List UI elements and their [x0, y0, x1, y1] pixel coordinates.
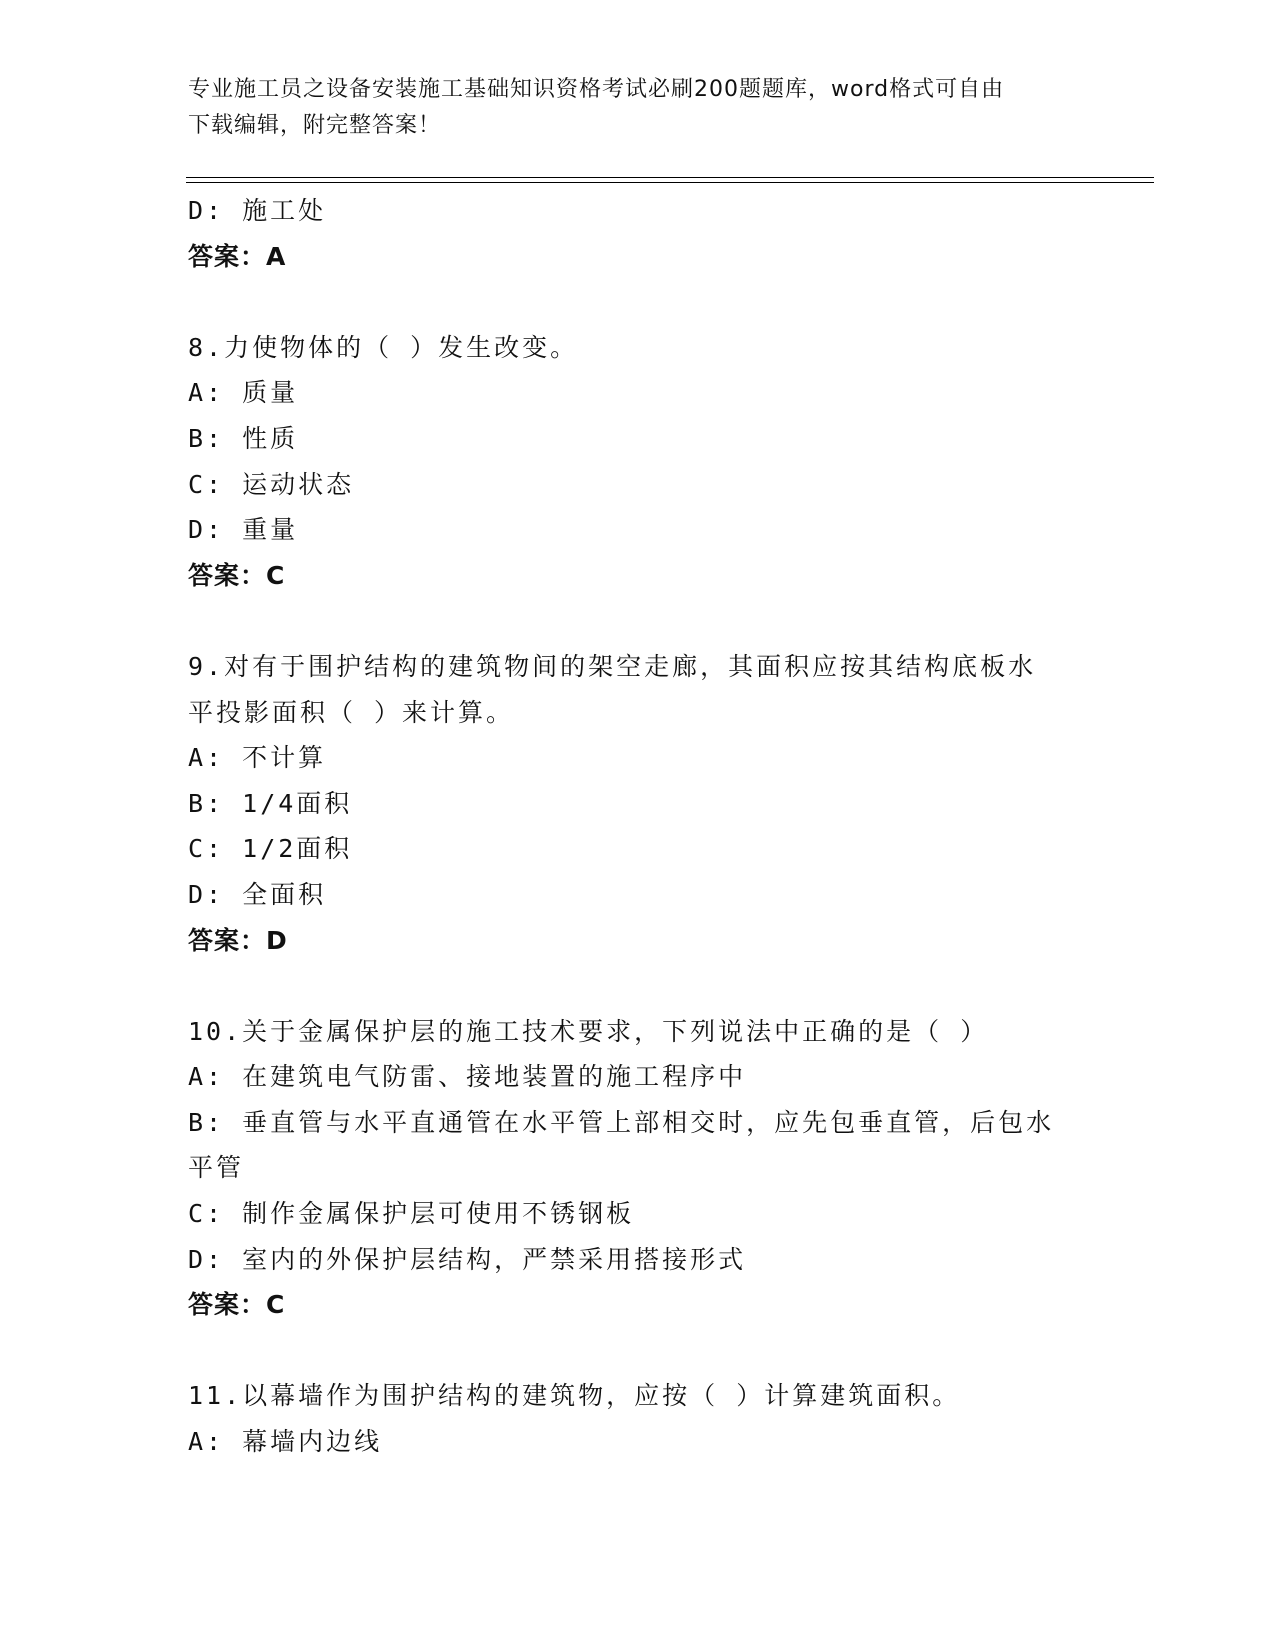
- question-9: [188, 644, 1088, 963]
- option-a: A: 质量: [188, 378, 299, 408]
- header-line-2: 下载编辑，附完整答案！: [188, 113, 442, 138]
- option-b: B: 1/4面积: [188, 788, 353, 818]
- question-stem-line-2: 平投影面积（ ）来计算。: [188, 697, 515, 727]
- option-b-line-2: 平管: [188, 1153, 245, 1183]
- option-d: D: 施工处: [188, 196, 327, 225]
- question-7-tail: [188, 188, 1088, 279]
- answer-label: 答案：A: [188, 241, 287, 271]
- question-content: [188, 188, 1088, 1465]
- question-11: [188, 1373, 1088, 1464]
- spacer: [188, 598, 1088, 644]
- spacer: [188, 279, 1088, 325]
- option-d: D: 重量: [188, 515, 299, 545]
- spacer: [188, 963, 1088, 1009]
- answer-label: 答案：D: [188, 925, 288, 955]
- option-d: D: 全面积: [188, 879, 327, 909]
- header-line-1: 专业施工员之设备安装施工基础知识资格考试必刷200题题库，word格式可自由: [188, 77, 1005, 102]
- option-d: D: 室内的外保护层结构，严禁采用搭接形式: [188, 1244, 747, 1274]
- option-c: C: 运动状态: [188, 469, 355, 499]
- option-c: C: 制作金属保护层可使用不锈钢板: [188, 1199, 635, 1229]
- option-b-line-1: B: 垂直管与水平直通管在水平管上部相交时，应先包垂直管，后包水: [188, 1107, 1055, 1137]
- question-stem: 8.力使物体的（ ）发生改变。: [188, 332, 579, 362]
- spacer: [188, 1328, 1088, 1374]
- option-b: B: 性质: [188, 423, 299, 453]
- question-stem: 10.关于金属保护层的施工技术要求，下列说法中正确的是（ ）: [188, 1016, 989, 1046]
- answer-label: 答案：C: [188, 1290, 286, 1320]
- option-a: A: 不计算: [188, 743, 327, 773]
- option-c: C: 1/2面积: [188, 834, 353, 864]
- question-stem-line-1: 9.对有于围护结构的建筑物间的架空走廊，其面积应按其结构底板水: [188, 651, 1037, 681]
- question-8: [188, 325, 1088, 599]
- question-stem: 11.以幕墙作为围护结构的建筑物，应按（ ）计算建筑面积。: [188, 1381, 961, 1411]
- option-a: A: 幕墙内边线: [188, 1427, 383, 1457]
- answer-label: 答案：C: [188, 560, 286, 590]
- header-divider-top: [186, 177, 1154, 178]
- option-a: A: 在建筑电气防雷、接地装置的施工程序中: [188, 1062, 747, 1092]
- header-divider-bottom: [186, 182, 1154, 183]
- document-header: [188, 72, 1068, 144]
- question-10: [188, 1009, 1088, 1328]
